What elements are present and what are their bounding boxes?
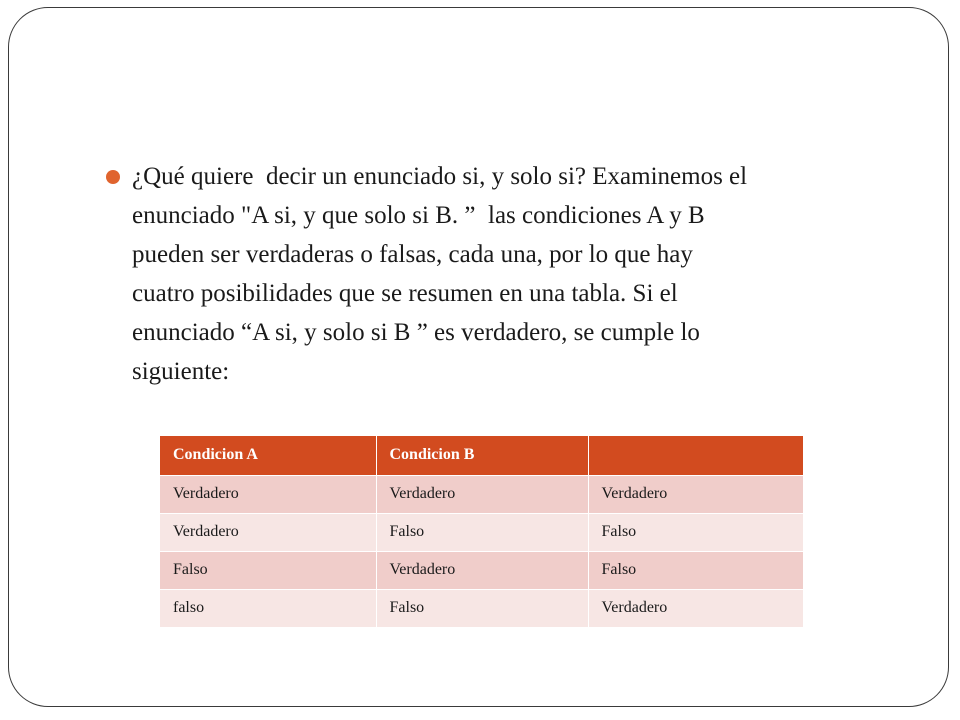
table-cell: Verdadero: [588, 589, 803, 627]
table-row: [160, 589, 803, 627]
table-cell: Verdadero: [160, 475, 376, 513]
table-cell: falso: [160, 589, 376, 627]
header-result: [588, 436, 803, 475]
table-cell: Falso: [376, 589, 588, 627]
table-row: [160, 551, 803, 589]
table-cell: Falso: [588, 513, 803, 551]
bullet-dot-icon: [106, 170, 120, 184]
table-row: [160, 513, 803, 551]
table-row: [160, 475, 803, 513]
header-condicion-b: Condicion B: [376, 436, 588, 475]
table-cell: Falso: [376, 513, 588, 551]
text-content: [132, 157, 832, 391]
table-cell: Falso: [588, 551, 803, 589]
body-paragraph: ¿Qué quiere decir un enunciado si, y solo si? Examinemos el enunciado "A si, y que solo si B. ” las condiciones A y B pueden ser verdaderas o falsas, cada una, por lo que hay cuatro posibilidades que se resumen en una tabla. Si el enunciado “A si, y solo si B ” es verdadero, se cumple lo siguiente:: [132, 163, 748, 385]
table-cell: Verdadero: [588, 475, 803, 513]
table-cell: Verdadero: [376, 551, 588, 589]
table-cell: Verdadero: [160, 513, 376, 551]
table-header-row: [160, 436, 803, 475]
table-cell: Verdadero: [376, 475, 588, 513]
table-cell: Falso: [160, 551, 376, 589]
header-condicion-a: Condicion A: [160, 436, 376, 475]
truth-table: [160, 436, 804, 628]
